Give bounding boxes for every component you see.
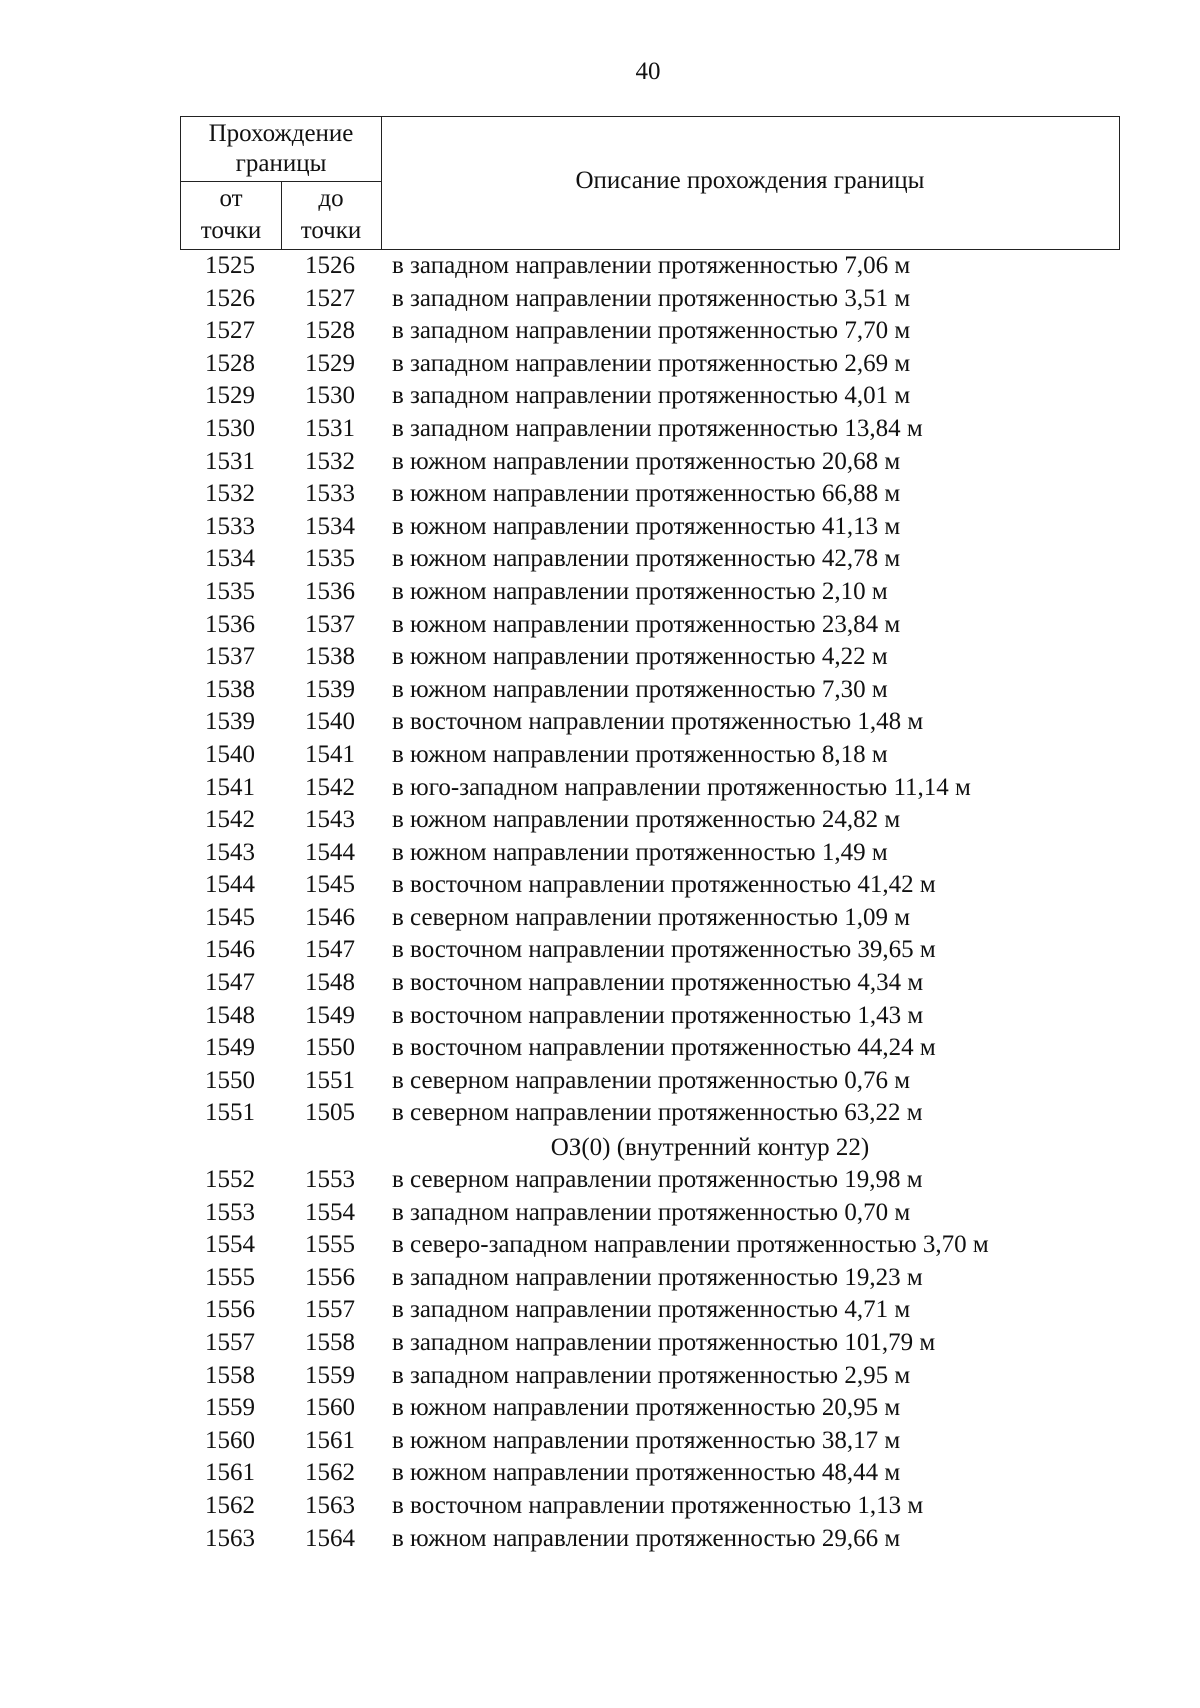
table-row (180, 1197, 1140, 1230)
from-point-cell: 1537 (205, 643, 255, 671)
table-row (180, 576, 1140, 609)
to-point-cell: 1535 (305, 545, 355, 573)
table-row (180, 1294, 1140, 1327)
description-cell: в южном направлении протяженностью 42,78 м (392, 545, 901, 573)
description-cell: в западном направлении протяженностью 4,71 м (392, 1296, 911, 1324)
to-point-cell: 1530 (305, 382, 355, 410)
table-row (180, 543, 1140, 576)
page-number: 40 (635, 58, 661, 85)
table-row (180, 511, 1140, 544)
table-row (180, 250, 1140, 283)
description-cell: в северном направлении протяженностью 1,09 м (392, 903, 911, 931)
from-point-cell: 1553 (205, 1198, 255, 1226)
to-point-cell: 1542 (305, 773, 355, 801)
from-point-cell: 1543 (205, 838, 255, 866)
table-row (180, 1523, 1140, 1556)
table-row (180, 315, 1140, 348)
table-row (180, 283, 1140, 316)
header-passage-line1: Прохождение (208, 120, 354, 147)
table-row (180, 478, 1140, 511)
from-point-cell: 1534 (205, 545, 255, 573)
from-point-cell: 1551 (205, 1099, 255, 1127)
table-row (180, 1097, 1140, 1130)
section-title: ОЗ(0) (внутренний контур 22) (550, 1134, 870, 1161)
table-row (180, 1360, 1140, 1393)
from-point-cell: 1558 (205, 1361, 255, 1389)
to-point-cell: 1554 (305, 1198, 355, 1226)
to-point-cell: 1562 (305, 1459, 355, 1487)
description-cell: в западном направлении протяженностью 7,70 м (392, 317, 911, 345)
from-point-cell: 1561 (205, 1459, 255, 1487)
to-point-cell: 1547 (305, 936, 355, 964)
to-point-cell: 1549 (305, 1001, 355, 1029)
to-point-cell: 1564 (305, 1524, 355, 1552)
to-point-cell: 1560 (305, 1394, 355, 1422)
description-cell: в восточном направлении протяженностью 4,34 м (392, 969, 924, 997)
description-cell: в южном направлении протяженностью 4,22 м (392, 643, 888, 671)
to-point-cell: 1529 (305, 349, 355, 377)
table-row (180, 804, 1140, 837)
from-point-cell: 1556 (205, 1296, 255, 1324)
to-point-cell: 1550 (305, 1034, 355, 1062)
to-point-cell: 1543 (305, 806, 355, 834)
description-cell: в западном направлении протяженностью 19,23 м (392, 1263, 923, 1291)
to-point-cell: 1541 (305, 740, 355, 768)
description-cell: в западном направлении протяженностью 101,79 м (392, 1328, 936, 1356)
description-cell: в южном направлении протяженностью 48,44 м (392, 1459, 901, 1487)
to-point-cell: 1526 (305, 252, 355, 279)
to-point-cell: 1546 (305, 903, 355, 931)
description-cell: в восточном направлении протяженностью 1,43 м (392, 1001, 924, 1029)
header-to-point (281, 183, 381, 247)
to-point-cell: 1538 (305, 643, 355, 671)
from-point-cell: 1528 (205, 349, 255, 377)
table-body-contour (180, 1164, 1140, 1555)
description-cell: в южном направлении протяженностью 24,82 м (392, 806, 901, 834)
table-row (180, 1425, 1140, 1458)
from-point-cell: 1529 (205, 382, 255, 410)
table-row (180, 869, 1140, 902)
table-row (180, 380, 1140, 413)
table-row (180, 413, 1140, 446)
to-point-cell: 1544 (305, 838, 355, 866)
to-point-cell: 1557 (305, 1296, 355, 1324)
header-passage-line2: границы (235, 150, 327, 177)
from-point-cell: 1557 (205, 1328, 255, 1356)
description-cell: в южном направлении протяженностью 29,66 м (392, 1524, 901, 1552)
description-cell: в юго-западном направлении протяженностью 11,14 м (392, 773, 971, 801)
table-row (180, 934, 1140, 967)
from-point-cell: 1548 (205, 1001, 255, 1029)
from-point-cell: 1527 (205, 317, 255, 345)
table-row (180, 902, 1140, 935)
from-point-cell: 1531 (205, 447, 255, 475)
description-cell: в южном направлении протяженностью 7,30 м (392, 675, 888, 703)
to-point-cell: 1531 (305, 414, 355, 442)
from-point-cell: 1560 (205, 1426, 255, 1454)
from-point-cell: 1533 (205, 512, 255, 540)
description-cell: в южном направлении протяженностью 2,10 м (392, 577, 888, 605)
description-cell: в восточном направлении протяженностью 1,48 м (392, 708, 924, 736)
description-cell: в северо-западном направлении протяженностью 3,70 м (392, 1231, 989, 1259)
to-point-cell: 1563 (305, 1491, 355, 1519)
description-cell: в северном направлении протяженностью 19,98 м (392, 1166, 923, 1193)
description-cell: в южном направлении протяженностью 38,17 м (392, 1426, 901, 1454)
to-point-cell: 1559 (305, 1361, 355, 1389)
from-point-cell: 1559 (205, 1394, 255, 1422)
to-point-cell: 1548 (305, 969, 355, 997)
table-row (180, 641, 1140, 674)
from-point-cell: 1563 (205, 1524, 255, 1552)
table-row (180, 706, 1140, 739)
table-row (180, 837, 1140, 870)
description-cell: в западном направлении протяженностью 4,01 м (392, 382, 911, 410)
to-point-cell: 1558 (305, 1328, 355, 1356)
description-cell: в западном направлении протяженностью 7,06 м (392, 252, 911, 279)
to-point-cell: 1553 (305, 1166, 355, 1193)
table-body-main (180, 250, 1140, 1130)
description-cell: в южном направлении протяженностью 41,13 м (392, 512, 901, 540)
description-cell: в южном направлении протяженностью 20,95 м (392, 1394, 901, 1422)
to-point-cell: 1536 (305, 577, 355, 605)
to-point-cell: 1539 (305, 675, 355, 703)
to-point-cell: 1540 (305, 708, 355, 736)
to-point-cell: 1556 (305, 1263, 355, 1291)
table-row (180, 1032, 1140, 1065)
header-passage (181, 119, 381, 179)
description-cell: в южном направлении протяженностью 66,88 м (392, 480, 901, 508)
from-point-cell: 1539 (205, 708, 255, 736)
to-point-cell: 1555 (305, 1231, 355, 1259)
to-point-cell: 1505 (305, 1099, 355, 1127)
table-row (180, 1065, 1140, 1098)
table-row (180, 1262, 1140, 1295)
description-cell: в восточном направлении протяженностью 39,65 м (392, 936, 936, 964)
from-point-cell: 1540 (205, 740, 255, 768)
description-cell: в южном направлении протяженностью 8,18 м (392, 740, 888, 768)
from-point-cell: 1530 (205, 414, 255, 442)
to-point-cell: 1527 (305, 284, 355, 312)
table-header (180, 116, 1120, 250)
to-point-cell: 1534 (305, 512, 355, 540)
description-cell: в восточном направлении протяженностью 44,24 м (392, 1034, 936, 1062)
table-row (180, 1327, 1140, 1360)
description-cell: в западном направлении протяженностью 13,84 м (392, 414, 923, 442)
description-cell: в южном направлении протяженностью 23,84 м (392, 610, 901, 638)
from-point-cell: 1547 (205, 969, 255, 997)
to-point-cell: 1528 (305, 317, 355, 345)
table-row (180, 967, 1140, 1000)
header-from-line2: точки (200, 217, 262, 244)
from-point-cell: 1545 (205, 903, 255, 931)
header-from-line1: от (219, 185, 243, 212)
from-point-cell: 1550 (205, 1066, 255, 1094)
from-point-cell: 1562 (205, 1491, 255, 1519)
from-point-cell: 1552 (205, 1166, 255, 1193)
table-row (180, 1392, 1140, 1425)
description-cell: в южном направлении протяженностью 20,68 м (392, 447, 901, 475)
table-row (180, 609, 1140, 642)
table-row (180, 1490, 1140, 1523)
from-point-cell: 1532 (205, 480, 255, 508)
to-point-cell: 1561 (305, 1426, 355, 1454)
description-cell: в западном направлении протяженностью 3,51 м (392, 284, 911, 312)
section-wrap (180, 1134, 1140, 1160)
to-point-cell: 1537 (305, 610, 355, 638)
from-point-cell: 1541 (205, 773, 255, 801)
description-cell: в северном направлении протяженностью 0,76 м (392, 1066, 911, 1094)
table-row (180, 1164, 1140, 1197)
header-description: Описание прохождения границы (575, 167, 925, 194)
from-point-cell: 1536 (205, 610, 255, 638)
to-point-cell: 1533 (305, 480, 355, 508)
from-point-cell: 1549 (205, 1034, 255, 1062)
from-point-cell: 1554 (205, 1231, 255, 1259)
from-point-cell: 1525 (205, 252, 255, 279)
from-point-cell: 1526 (205, 284, 255, 312)
description-cell: в восточном направлении протяженностью 1,13 м (392, 1491, 924, 1519)
table-row (180, 772, 1140, 805)
section-heading (180, 1134, 1140, 1160)
table-row (180, 674, 1140, 707)
header-to-line1: до (318, 185, 344, 212)
table-row (180, 1229, 1140, 1262)
to-point-cell: 1551 (305, 1066, 355, 1094)
table-row (180, 348, 1140, 381)
description-cell: в южном направлении протяженностью 1,49 м (392, 838, 888, 866)
to-point-cell: 1532 (305, 447, 355, 475)
description-cell: в восточном направлении протяженностью 41,42 м (392, 871, 936, 899)
description-cell: в западном направлении протяженностью 2,95 м (392, 1361, 911, 1389)
from-point-cell: 1544 (205, 871, 255, 899)
header-from-point (181, 183, 281, 247)
description-cell: в западном направлении протяженностью 2,69 м (392, 349, 911, 377)
table-row (180, 1457, 1140, 1490)
to-point-cell: 1545 (305, 871, 355, 899)
table-row (180, 739, 1140, 772)
from-point-cell: 1535 (205, 577, 255, 605)
from-point-cell: 1538 (205, 675, 255, 703)
header-to-line2: точки (300, 217, 362, 244)
table-row (180, 1000, 1140, 1033)
table-row (180, 446, 1140, 479)
description-cell: в западном направлении протяженностью 0,70 м (392, 1198, 911, 1226)
from-point-cell: 1555 (205, 1263, 255, 1291)
description-cell: в северном направлении протяженностью 63,22 м (392, 1099, 923, 1127)
from-point-cell: 1546 (205, 936, 255, 964)
from-point-cell: 1542 (205, 806, 255, 834)
